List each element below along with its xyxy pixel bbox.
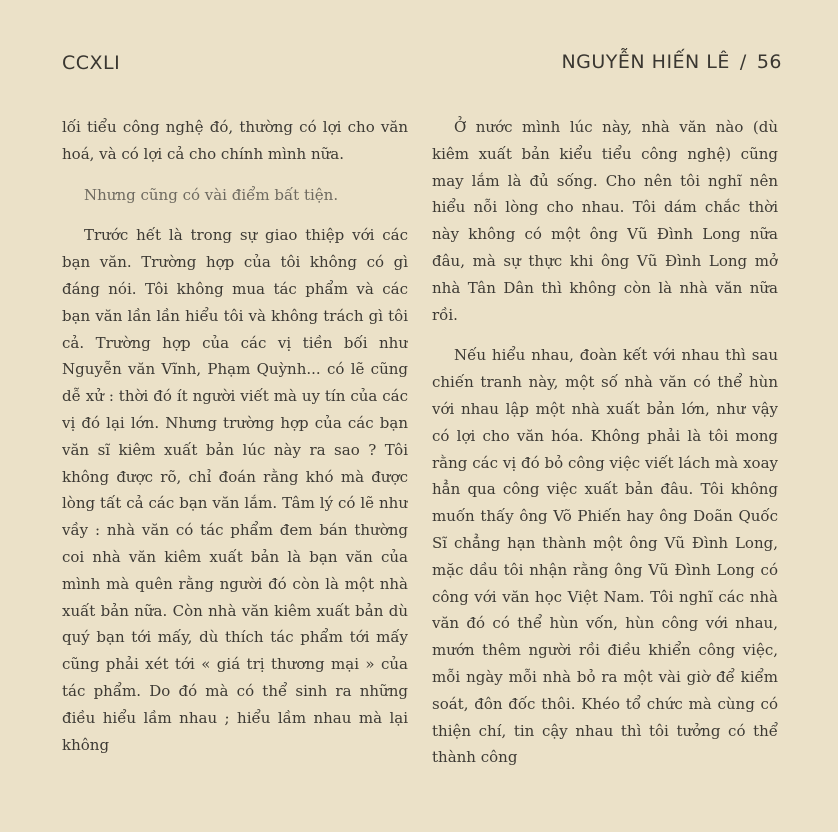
right-paragraph-2: Nếu hiểu nhau, đoàn kết với nhau thì sau chiến tranh này, một số nhà văn có thể hùn với nhau lập một nhà xuất bản lớn, như vậy có lợi cho văn hóa. Không phải là tôi mong rằng các vị đó bỏ công việc viết lách mà xoay hẳn qua công việc xuất bản đâu. Tôi không muốn thấy ông Võ Phiến hay ông Doãn Quốc Sĩ chẳng hạn thành một ông Vũ Đình Long, mặc dầu tôi nhận rằng ông Vũ Đình Long có công với văn học Việt Nam. Tôi nghĩ các nhà văn đó có thể hùn vốn, hùn công với nhau, mướn thêm người rồi điều khiển công việc, mỗi ngày mỗi nhà bỏ ra một vài giờ để kiểm soát, đôn đốc thôi. Khéo tổ chức mà cùng có thiện chí, tin cậy nhau thì tôi tưởng có thể thành công bbox=[432, 346, 778, 767]
left-paragraph-1: lối tiểu công nghệ đó, thường có lợi cho văn hoá, và có lợi cả cho chính mình nữa. bbox=[62, 118, 408, 163]
right-paragraph-1: Ở nước mình lúc này, nhà văn nào (dù kiêm xuất bản kiểu tiểu công nghệ) cũng may lắm là đủ sống. Cho nên tôi nghĩ nên hiểu nỗi lòng cho nhau. Tôi dám chắc thời này không có một ông Vũ Đình Long nữa đâu, mà sự thực khi ông Vũ Đình Long mở nhà Tân Dân thì không còn là nhà văn nữa rồi. bbox=[432, 118, 778, 324]
page-number: 56 bbox=[756, 51, 782, 73]
left-paragraph-3: Trước hết là trong sự giao thiệp với các bạn văn. Trường hợp của tôi không có gì đáng nói. Tôi không mua tác phẩm và các bạn văn lần lần hiểu tôi và không trách gì tôi cả. Trường hợp của các vị tiền bối như Nguyễn văn Vĩnh, Phạm Quỳnh... có lẽ cũng dễ xử : thời đó ít người viết mà uy tín của các vị đó lại lớn. Nhưng trường hợp của các bạn văn sĩ kiêm xuất bản lúc này ra sao ? Tôi không được rõ, chỉ đoán rằng khó mà được lòng tất cả các bạn văn lắm. Tâm lý có lẽ như vầy : nhà văn có tác phẩm đem bán thường coi nhà văn kiêm xuất bản là bạn văn của mình mà quên rằng người đó còn là một nhà xuất bản nữa. Còn nhà văn kiêm xuất bản dù quý bạn tới mấy, dù thích tác phẩm tới mấy cũng phải xét tới « giá trị thương mại » của tác phẩm. Do đó mà có thể sinh ra những điều hiểu lầm nhau ; hiểu lầm nhau mà lại không bbox=[62, 226, 408, 754]
right-column bbox=[432, 114, 778, 771]
left-column bbox=[62, 114, 408, 758]
header-separator: / bbox=[739, 51, 747, 73]
page-header-right bbox=[561, 51, 782, 73]
left-paragraph-2: Nhưng cũng có vài điểm bất tiện. bbox=[84, 185, 339, 204]
page-header-left: CCXLI bbox=[62, 52, 121, 74]
author-name: NGUYỄN HIẾN LÊ bbox=[561, 51, 730, 73]
